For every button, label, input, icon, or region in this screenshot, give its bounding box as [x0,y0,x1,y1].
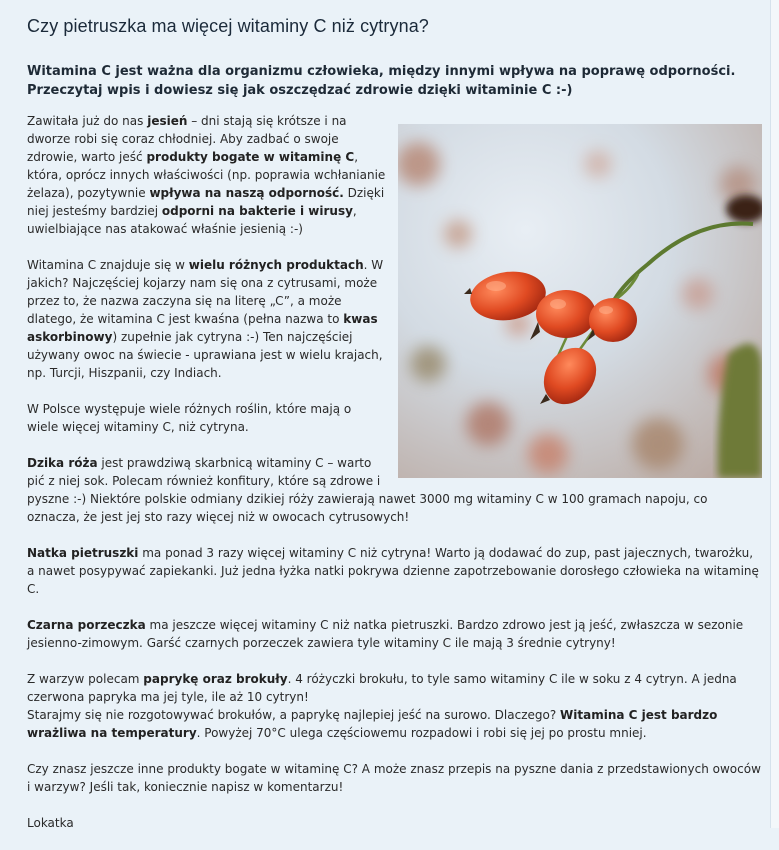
scrollbar-track[interactable] [771,0,779,828]
post-lead: Witamina C jest ważna dla organizmu człowieka, między innymi wpływa na poprawę odporności. Przeczytaj wpis i dowiesz się jak oszczędzać zdrowie dzięki witaminie C :-) [27,64,736,98]
paragraph-vegetables: Z warzyw polecam paprykę oraz brokuły. 4 różyczki brokułu, to tyle samo witaminy C ile w soku z 4 cytryn. A jedna czerwona papryka ma jej tyle, ile aż 10 cytryn! Starajmy się nie rozgotowywać brokułów, a paprykę najlepiej jeść na surowo. Dlaczego? Witamina C jest bardzo wrażliwa na temperatury. Powyżej 70°C ulega częściowemu rozpadowi i robi się jej po prostu mniej. [27,672,737,740]
rosehip-image [398,124,762,478]
paragraph-blackcurrant: Czarna porzeczka ma jeszcze więcej witaminy C niż natka pietruszki. Bardzo zdrowo jest ją jeść, zwłaszcza w sezonie jesienno-zimowym. Garść czarnych porzeczek zawiera tyle witaminy C ile mają 3 średnie cytryny! [27,618,744,650]
paragraph-parsley: Natka pietruszki ma ponad 3 razy więcej witaminy C niż cytryna! Warto ją dodawać do zup, past jajecznych, twarożku, a nawet posypywać zapiekanki. Już jedna łyżka natki pokrywa dzienne zapotrzebowanie dorosłego człowieka na witaminę C. [27,546,759,596]
paragraph-question: Czy znasz jeszcze inne produkty bogate w witaminę C? A może znasz przepis na pyszne dania z przedstawionych owoców i warzyw? Jeśli tak, koniecznie napisz w komentarzu! [27,762,761,794]
rosehip-photo [398,124,762,478]
author-signature: Lokatka [27,816,74,830]
paragraph-poland: W Polsce występuje wiele różnych roślin, które mają o wiele więcej witaminy C, niż cytryna. [27,402,352,434]
paragraph-autumn: Zawitała już do nas jesień – dni stają się krótsze i na dworze robi się coraz chłodniej. Aby zadbać o swoje zdrowie, warto jeść produkty bogate w witaminę C, która, oprócz innych właściwości (np. poprawia wchłanianie żelaza), pozytywnie wpływa na naszą odporność. Dzięki niej jesteśmy bardziej odporni na bakterie i wirusy, uwielbiające nas atakować właśnie jesienią :-) [27,114,386,236]
paragraph-products: Witamina C znajduje się w wielu różnych produktach. W jakich? Najczęściej kojarzy nam się ona z cytrusami, może przez to, że nazwa zaczyna się na literę „C”, a może dlatego, że witamina C jest kwaśna (pełna nazwa to kwas askorbinowy) zupełnie jak cytryna :-) Ten najczęściej używany owoc na świecie - uprawiana jest w wielu krajach, np. Turcji, Hiszpanii, czy Indiach. [27,258,384,380]
page-title: Czy pietruszka ma więcej witaminy C niż cytryna? [27,16,429,36]
paragraph-wild-rose: Dzika róża jest prawdziwą skarbnicą witaminy C – warto pić z niej sok. Polecam również konfitury, które są zdrowe i pyszne :-) Niektóre polskie odmiany dzikiej róży zawierają nawet 3000 mg witaminy C w 100 gramach napoju, co oznacza, że jest jej sto razy więcej niż w owocach cytrusowych! [27,456,708,524]
post-body [27,112,762,850]
